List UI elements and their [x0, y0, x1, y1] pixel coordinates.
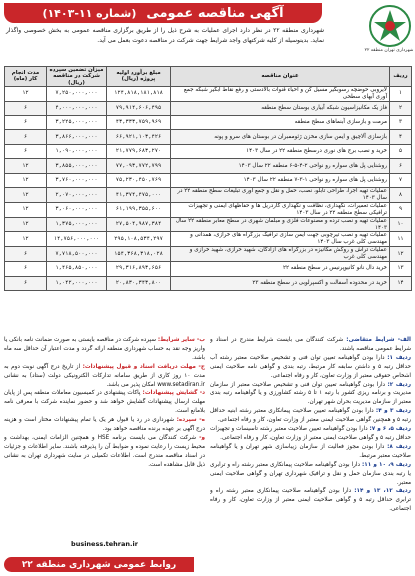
paragraph-text: شرکت کنندگان می بایست شرایط مندرج در اسناد و شرایط عمومی مناقصه باشند.: [210, 337, 411, 352]
paragraph: [4, 363, 205, 390]
paragraph: [4, 434, 205, 470]
paragraph-text: دارا بودن گواهینامه تعیین توان فنی و تشخیص صلاحیت معتبر از سازمان مدیریت و برنامه ریزی کشور با رتبه ۱ تا ۵ رشته کشاورزی و یا گواهینامه رتبه بندی معتبر از سازمان مدیریت بحران شهر تهران.: [210, 381, 411, 406]
estimate-cell: ۴۳,۳۳۳,۷۵۹,۹۶۹: [107, 116, 171, 130]
deposit-cell: ۱,۰۴۲,۰۰۰,۰۰۰: [47, 276, 107, 290]
duration-cell: ۱۲: [5, 232, 47, 247]
paragraph-label: ردیف ۱:: [387, 354, 411, 361]
tender-title-cell: لایروبی حوضچه رسوبگیر مسیل کن و احیاء قنوات بالادستی و رفع نقاط آبگیر شبکه جمع آوری آبهای سطحی: [171, 86, 390, 101]
estimate-cell: ۲۷,۵۰۴,۹۸۷,۳۸۴: [107, 217, 171, 232]
table-row: [5, 247, 412, 262]
tender-title-cell: عملیات تهیه و نصب ترده و مصنوعات فلزی و مبلمان شهری در سطح معابر منطقه ۲۲ سال ۱۴۰۳: [171, 217, 390, 232]
paragraph-label: ردیف ۲:: [387, 381, 411, 388]
paragraph-label: ردیف ۵، ۶ و ۷:: [369, 426, 411, 433]
conditions-column: [210, 336, 411, 541]
tender-title-cell: عملیات تراش و روکش مکانیزه در بزرگراه های آزادگان، شهید خرازی، شهید خرازی و مهندسی کلی غرب: [171, 247, 390, 262]
row-number-cell: ۴: [390, 130, 412, 144]
deposit-cell: ۱,۳۷۵,۰۰۰,۰۰۰: [47, 217, 107, 232]
paragraph-text: شهرداری در رد یا قبول هر یک یا تمام پیشنهادات مختار است و هزینه درج آگهی بر عهده برنده مناقصه خواهد بود.: [4, 417, 205, 433]
paragraph-text: دارا بودن مجوز فعالیت از سازمان زیباسازی شهر تهران و یا گواهینامه صلاحیت معتبر مرتبط.: [210, 443, 411, 459]
notice-body: [4, 336, 411, 541]
notice-header: [0, 0, 415, 68]
row-number-cell: ۷: [390, 173, 412, 187]
row-number-cell: ۱۳: [390, 262, 412, 276]
duration-cell: ۶: [5, 276, 47, 290]
header-duration: مدت انجام کار (ماه): [5, 67, 47, 87]
paragraph: [4, 336, 205, 363]
estimate-cell: ۷۵,۲۳۰,۴۵۰,۷۶۹: [107, 173, 171, 187]
public-relations-footer: روابط عمومی شهرداری منطقه ۲۲: [4, 557, 194, 572]
duration-cell: ۶: [5, 101, 47, 115]
estimate-cell: ۶۶,۹۲۱,۱۰۳,۴۲۶: [107, 130, 171, 144]
estimate-cell: ۲۹,۳۱۶,۸۹۳,۶۵۶: [107, 262, 171, 276]
table-row: [5, 217, 412, 232]
estimate-cell: ۲۹۵,۱۰۸,۵۳۴,۲۹۷: [107, 232, 171, 247]
other-terms-column: [4, 336, 205, 541]
duration-cell: ۶: [5, 130, 47, 144]
paragraph: [210, 336, 411, 354]
deposit-cell: ۱۴,۷۵۶,۰۰۰,۰۰۰: [47, 232, 107, 247]
duration-cell: ۱۲: [5, 86, 47, 101]
notice-intro: شهرداری منطقه ۲۲ در نظر دارد اجرای عملیات به شرح ذیل را از طریق برگزاری مناقصه عمومی به بخش خصوصی واگذار نماید. بدینوسیله از کلیه شرکتهای واجد شرایط جهت شرکت در مناقصه دعوت بعمل می آید.: [6, 27, 324, 44]
tender-title-cell: مرمت و بازسازی آبنماهای سطح منطقه: [171, 116, 390, 130]
table-row: [5, 262, 412, 276]
row-number-cell: ۸: [390, 188, 412, 203]
notice-title-banner: [4, 3, 322, 23]
estimate-cell: ۴۱,۳۷۴,۴۷۵,۰۰۰: [107, 188, 171, 203]
header-row-number: ردیف: [390, 67, 412, 87]
paragraph-text: شرکت کنندگان می بایست برنامه HSE و همچنین الزامات ایمنی، بهداشت و محیط زیست را رعایت نموده و ضوابط آن را پذیرفته باشند. سایر اطلاعات و جزئیات در اسناد مناقصه مندرج است. اطلاعات تکمیلی در سایت شهرداری تهران به نشانی ذیل قابل مشاهده است.: [4, 434, 205, 468]
duration-cell: ۱۲: [5, 159, 47, 173]
tender-title-cell: خرید دال نانو کانیوپرنیس در سطح منطقه ۲۲: [171, 262, 390, 276]
paragraph: [4, 416, 205, 434]
table-row: [5, 101, 412, 115]
paragraph-label: ردیف ۳ و ۴:: [375, 408, 411, 415]
table-row: [5, 173, 412, 187]
row-number-cell: ۱۲: [390, 247, 412, 262]
table-row: [5, 202, 412, 217]
estimate-cell: ۷۷,۰۹۳,۷۷۲,۷۹۹: [107, 159, 171, 173]
deposit-cell: ۲,۰۷۰,۰۰۰,۰۰۰: [47, 188, 107, 203]
tender-table-header: [5, 67, 412, 87]
duration-cell: ۶: [5, 262, 47, 276]
row-number-cell: ۱: [390, 86, 412, 101]
paragraph-label: ردیف ۱۲، ۱۳ و ۱۴:: [354, 488, 411, 495]
paragraph-label: د- گشایش پیشنهادات:: [142, 390, 205, 397]
tender-title-cell: فاز یک مکانیزاسیون شبکه آبیاری بوستان سطح منطقه: [171, 101, 390, 115]
header-estimate: مبلغ برآورد اولیه پروژه (ریال): [107, 67, 171, 87]
paragraph-text: سپرده شرکت در مناقصه بایستی به صورت ضمانت نامه بانکی یا واریز وجه نقد به حساب شهرداری منطقه ارائه گردد و مدت اعتبار آن حداقل سه ماه باشد.: [4, 337, 205, 361]
header-deposit: میزان تضمین سپرده شرکت در مناقصه (ریال): [47, 67, 107, 87]
duration-cell: ۱۲: [5, 217, 47, 232]
tender-title-cell: عملیات تهیه و نصب تیرچوبی جهت ایمن سازی ترافیک بزرگراه های خرازی، همدانی و مهندسی کلی غرب سال ۱۴۰۳: [171, 232, 390, 247]
paragraph: [210, 461, 411, 488]
deposit-cell: ۳,۰۶۰,۰۰۰,۰۰۰: [47, 202, 107, 217]
estimate-cell: ۶۱,۱۹۹,۳۵۵,۶۰۰: [107, 202, 171, 217]
website-url[interactable]: business.tehran.ir: [71, 540, 138, 548]
table-row: [5, 159, 412, 173]
estimate-cell: ۱۵۴,۳۶۸,۳۱۸,۰۲۸: [107, 247, 171, 262]
row-number-cell: ۶: [390, 159, 412, 173]
estimate-cell: ۲۱,۷۷۹,۶۸۳,۲۷۰: [107, 144, 171, 158]
estimate-cell: ۱۲۴,۸۱۸,۱۸۱,۸۱۸: [107, 86, 171, 101]
tehran-municipality-logo-icon: [368, 4, 412, 48]
notice-title: آگهی مناقصه عمومی: [146, 5, 284, 21]
paragraph: [210, 425, 411, 443]
paragraph: [210, 487, 411, 514]
paragraph-text: دارا بودن گواهینامه تعیین توان فنی و تشخیص صلاحیت معتبر رشته آب حداقل رتبه ۵ و داشتن سابقه کار مرتبط، رتبه بندی و گواهی نامه صلاحیت ایمنی اشخاص حقوقی معتبر از وزارت تعاون، کار و رفاه اجتماعی.: [210, 354, 411, 379]
paragraph: [4, 389, 205, 416]
paragraph-text: پاکات پیشنهادی در کمیسیون معاملات منطقه پس از پایان مهلت ارسال پیشنهادات گشایش خواهد شد و حضور نماینده شرکت با معرفی نامه بلامانع است.: [4, 390, 205, 415]
tender-title-cell: بازسازی آلاچیق و ایمن سازی مخزن ژئوممبران در بوستان های سرو و پونه: [171, 130, 390, 144]
table-row: [5, 144, 412, 158]
table-row: [5, 232, 412, 247]
duration-cell: ۶: [5, 247, 47, 262]
duration-cell: ۱۲: [5, 202, 47, 217]
row-number-cell: ۱۱: [390, 232, 412, 247]
duration-cell: ۱۲: [5, 173, 47, 187]
table-row: [5, 130, 412, 144]
table-row: [5, 276, 412, 290]
duration-cell: ۶: [5, 144, 47, 158]
row-number-cell: ۵: [390, 144, 412, 158]
paragraph-label: ج- مهلت دریافت اسناد و قبول پیشنهادات:: [82, 363, 205, 370]
paragraph-label: ردیف ۸:: [387, 443, 411, 450]
table-row: [5, 86, 412, 101]
logo-caption: شهرداری تهران منطقه ۲۲: [364, 48, 414, 53]
deposit-cell: ۱,۴۶۵,۸۵۰,۰۰۰: [47, 262, 107, 276]
paragraph-label: ه- سپرده:: [176, 417, 205, 424]
paragraph-text: دارا بودن گواهینامه صلاحیت پیمانکاری معتبر رشته راه و ترابری حداقل رتبه ۵ و گواهی صلاحیت ایمنی معتبر از وزارت تعاون، کار و رفاه اجتماعی.: [210, 488, 411, 513]
deposit-cell: ۳,۸۵۵,۰۰۰,۰۰۰: [47, 159, 107, 173]
tender-title-cell: روشنایی پل های سواره رو نواحی ۲-۴-۵-۶ منطقه ۲۲ سال ۱۴۰۳: [171, 159, 390, 173]
deposit-cell: ۳,۸۶۶,۰۰۰,۰۰۰: [47, 130, 107, 144]
row-number-cell: ۹: [390, 202, 412, 217]
paragraph-label: ب- سایر شرایط:: [157, 337, 205, 343]
deposit-cell: ۳,۲۲۵,۰۰۰,۰۰۰: [47, 116, 107, 130]
deposit-cell: ۳,۷۶۰,۰۰۰,۰۰۰: [47, 173, 107, 187]
paragraph-text: از تاریخ درج آگهی نوبت دوم به مدت ۱۰ روز کاری از طریق سامانه تدارکات الکترونیکی دولت (ستاد) به نشانی www.setadiran.ir امکان پذیر می باشد.: [4, 363, 205, 388]
estimate-cell: ۷۹,۹۱۴,۶۰۶,۴۹۵: [107, 101, 171, 115]
tender-title-cell: خرید و نصب برج های نوری درسطح منطقه ۲۲ در سال ۱۴۰۳: [171, 144, 390, 158]
deposit-cell: ۱,۰۹۰,۰۰۰,۰۰۰: [47, 144, 107, 158]
tender-title-cell: روشنایی پل های سواره رو نواحی ۱-۳-۷ منطقه ۲۲ سال ۱۴۰۳: [171, 173, 390, 187]
paragraph-label: و-: [199, 434, 205, 441]
row-number-cell: ۳: [390, 116, 412, 130]
paragraph-label: ردیف ۹، ۱۰ و ۱۱:: [361, 461, 411, 468]
row-number-cell: ۱۴: [390, 276, 412, 290]
paragraph-label: الف- شرایط متقاضی:: [346, 337, 411, 343]
duration-cell: ۶: [5, 116, 47, 130]
paragraph-text: دارا بودن گواهینامه تعیین صلاحیت معتبر رشته تاسیسات و تجهیزات حداقل رتبه ۵ و گواهی صلاحیت ایمنی معتبر از وزارت تعاون، کار و رفاه اجتماعی.: [210, 426, 411, 441]
estimate-cell: ۲۰,۸۳۰,۳۴۳,۸۰۰: [107, 276, 171, 290]
table-row: [5, 188, 412, 203]
deposit-cell: ۴,۰۰۰,۰۰۰,۰۰۰: [47, 101, 107, 115]
paragraph-text: دارا بودن گواهینامه صلاحیت پیمانکاری معتبر رشته راه و ترابری یا رتبه بندی سازمان حمل و نقل و ترافیک شهرداری تهران و گواهی صلاحیت ایمنی معتبر.: [210, 461, 411, 486]
deposit-cell: ۷,۷۱۸,۵۰۰,۰۰۰: [47, 247, 107, 262]
header-title: عنوان مناقصه: [171, 67, 390, 87]
deposit-cell: ۷,۲۵۰,۰۰۰,۰۰۰: [47, 86, 107, 101]
row-number-cell: ۱۰: [390, 217, 412, 232]
tender-title-cell: عملیات تهیه اجرا، طراحی تابلو، نصب، حمل و نقل و جمع آوری تبلیغات سطح منطقه ۲۲ در سال ۱۴۰۳: [171, 188, 390, 203]
notice-number: (شماره ۱۱-۱۴۰۳): [42, 6, 137, 20]
paragraph: [210, 443, 411, 461]
paragraph: [210, 354, 411, 381]
table-row: [5, 116, 412, 130]
paragraph: [210, 381, 411, 408]
tender-title-cell: عملیات تعمیرات، نگهداری، نظافت و نگهداری گاردریل ها و حفاظهای ایمنی و تجهیزات ترافیکی سطح منطقه ۲۲ در سال ۱۴۰۳: [171, 202, 390, 217]
row-number-cell: ۲: [390, 101, 412, 115]
paragraph-text: دارا بودن گواهینامه تعیین صلاحیت پیمانکاری معتبر رشته ابنیه حداقل رتبه ۵ و همچنین گواهی صلاحیت ایمنی معتبر از وزارت تعاون، کار و رفاه اجتماعی.: [210, 408, 411, 424]
paragraph: [210, 407, 411, 425]
tender-table: [4, 66, 412, 291]
duration-cell: ۱۲: [5, 188, 47, 203]
tender-title-cell: خرید در محدوده آسفالت و اکسپرلوبی در سطح منطقه ۲۳: [171, 276, 390, 290]
